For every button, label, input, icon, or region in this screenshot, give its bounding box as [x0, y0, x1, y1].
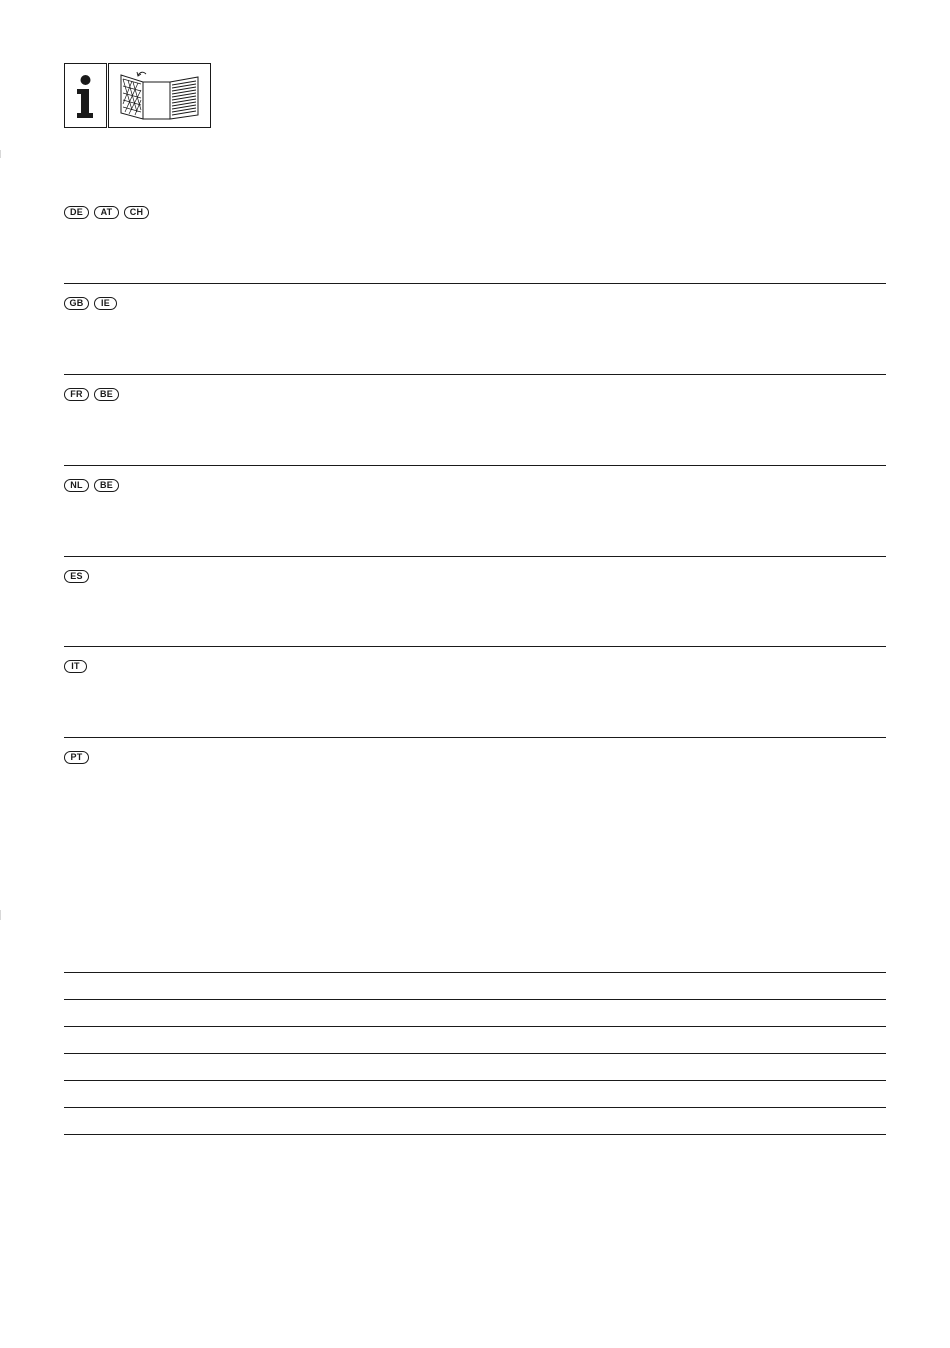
- country-badge: BE: [94, 388, 119, 401]
- country-badge: IE: [94, 297, 117, 310]
- language-section-fr: [64, 374, 886, 466]
- language-section-es: [64, 556, 886, 647]
- country-badge: CH: [124, 206, 149, 219]
- footer-rule: [64, 999, 886, 1000]
- language-section-en: [64, 283, 886, 375]
- country-badge: GB: [64, 297, 89, 310]
- country-badge: PT: [64, 751, 89, 764]
- footer-rule: [64, 1080, 886, 1081]
- country-badge: IT: [64, 660, 87, 673]
- country-badge: FR: [64, 388, 89, 401]
- footer-rule: [64, 1107, 886, 1108]
- country-badge: NL: [64, 479, 89, 492]
- country-badge: ES: [64, 570, 89, 583]
- binding-mark: [0, 150, 1, 158]
- language-section-de: [64, 206, 886, 283]
- language-section-it: [64, 646, 886, 738]
- country-badges: [64, 297, 117, 310]
- country-badge: DE: [64, 206, 89, 219]
- header-icons: [64, 63, 212, 129]
- info-icon: [65, 64, 107, 128]
- fold-out-page-icon: [109, 64, 211, 128]
- footer-rule: [64, 1026, 886, 1027]
- country-badges: [64, 206, 149, 219]
- country-badges: [64, 570, 89, 583]
- country-badges: [64, 388, 119, 401]
- country-badges: [64, 479, 119, 492]
- footer-rule: [64, 1053, 886, 1054]
- language-section-nl: [64, 465, 886, 557]
- country-badges: [64, 660, 87, 673]
- language-section-pt: [64, 737, 886, 938]
- footer-rule: [64, 972, 886, 973]
- country-badge: BE: [94, 479, 119, 492]
- binding-mark: [0, 910, 1, 920]
- footer-rule: [64, 1134, 886, 1135]
- country-badges: [64, 751, 89, 764]
- country-badge: AT: [94, 206, 119, 219]
